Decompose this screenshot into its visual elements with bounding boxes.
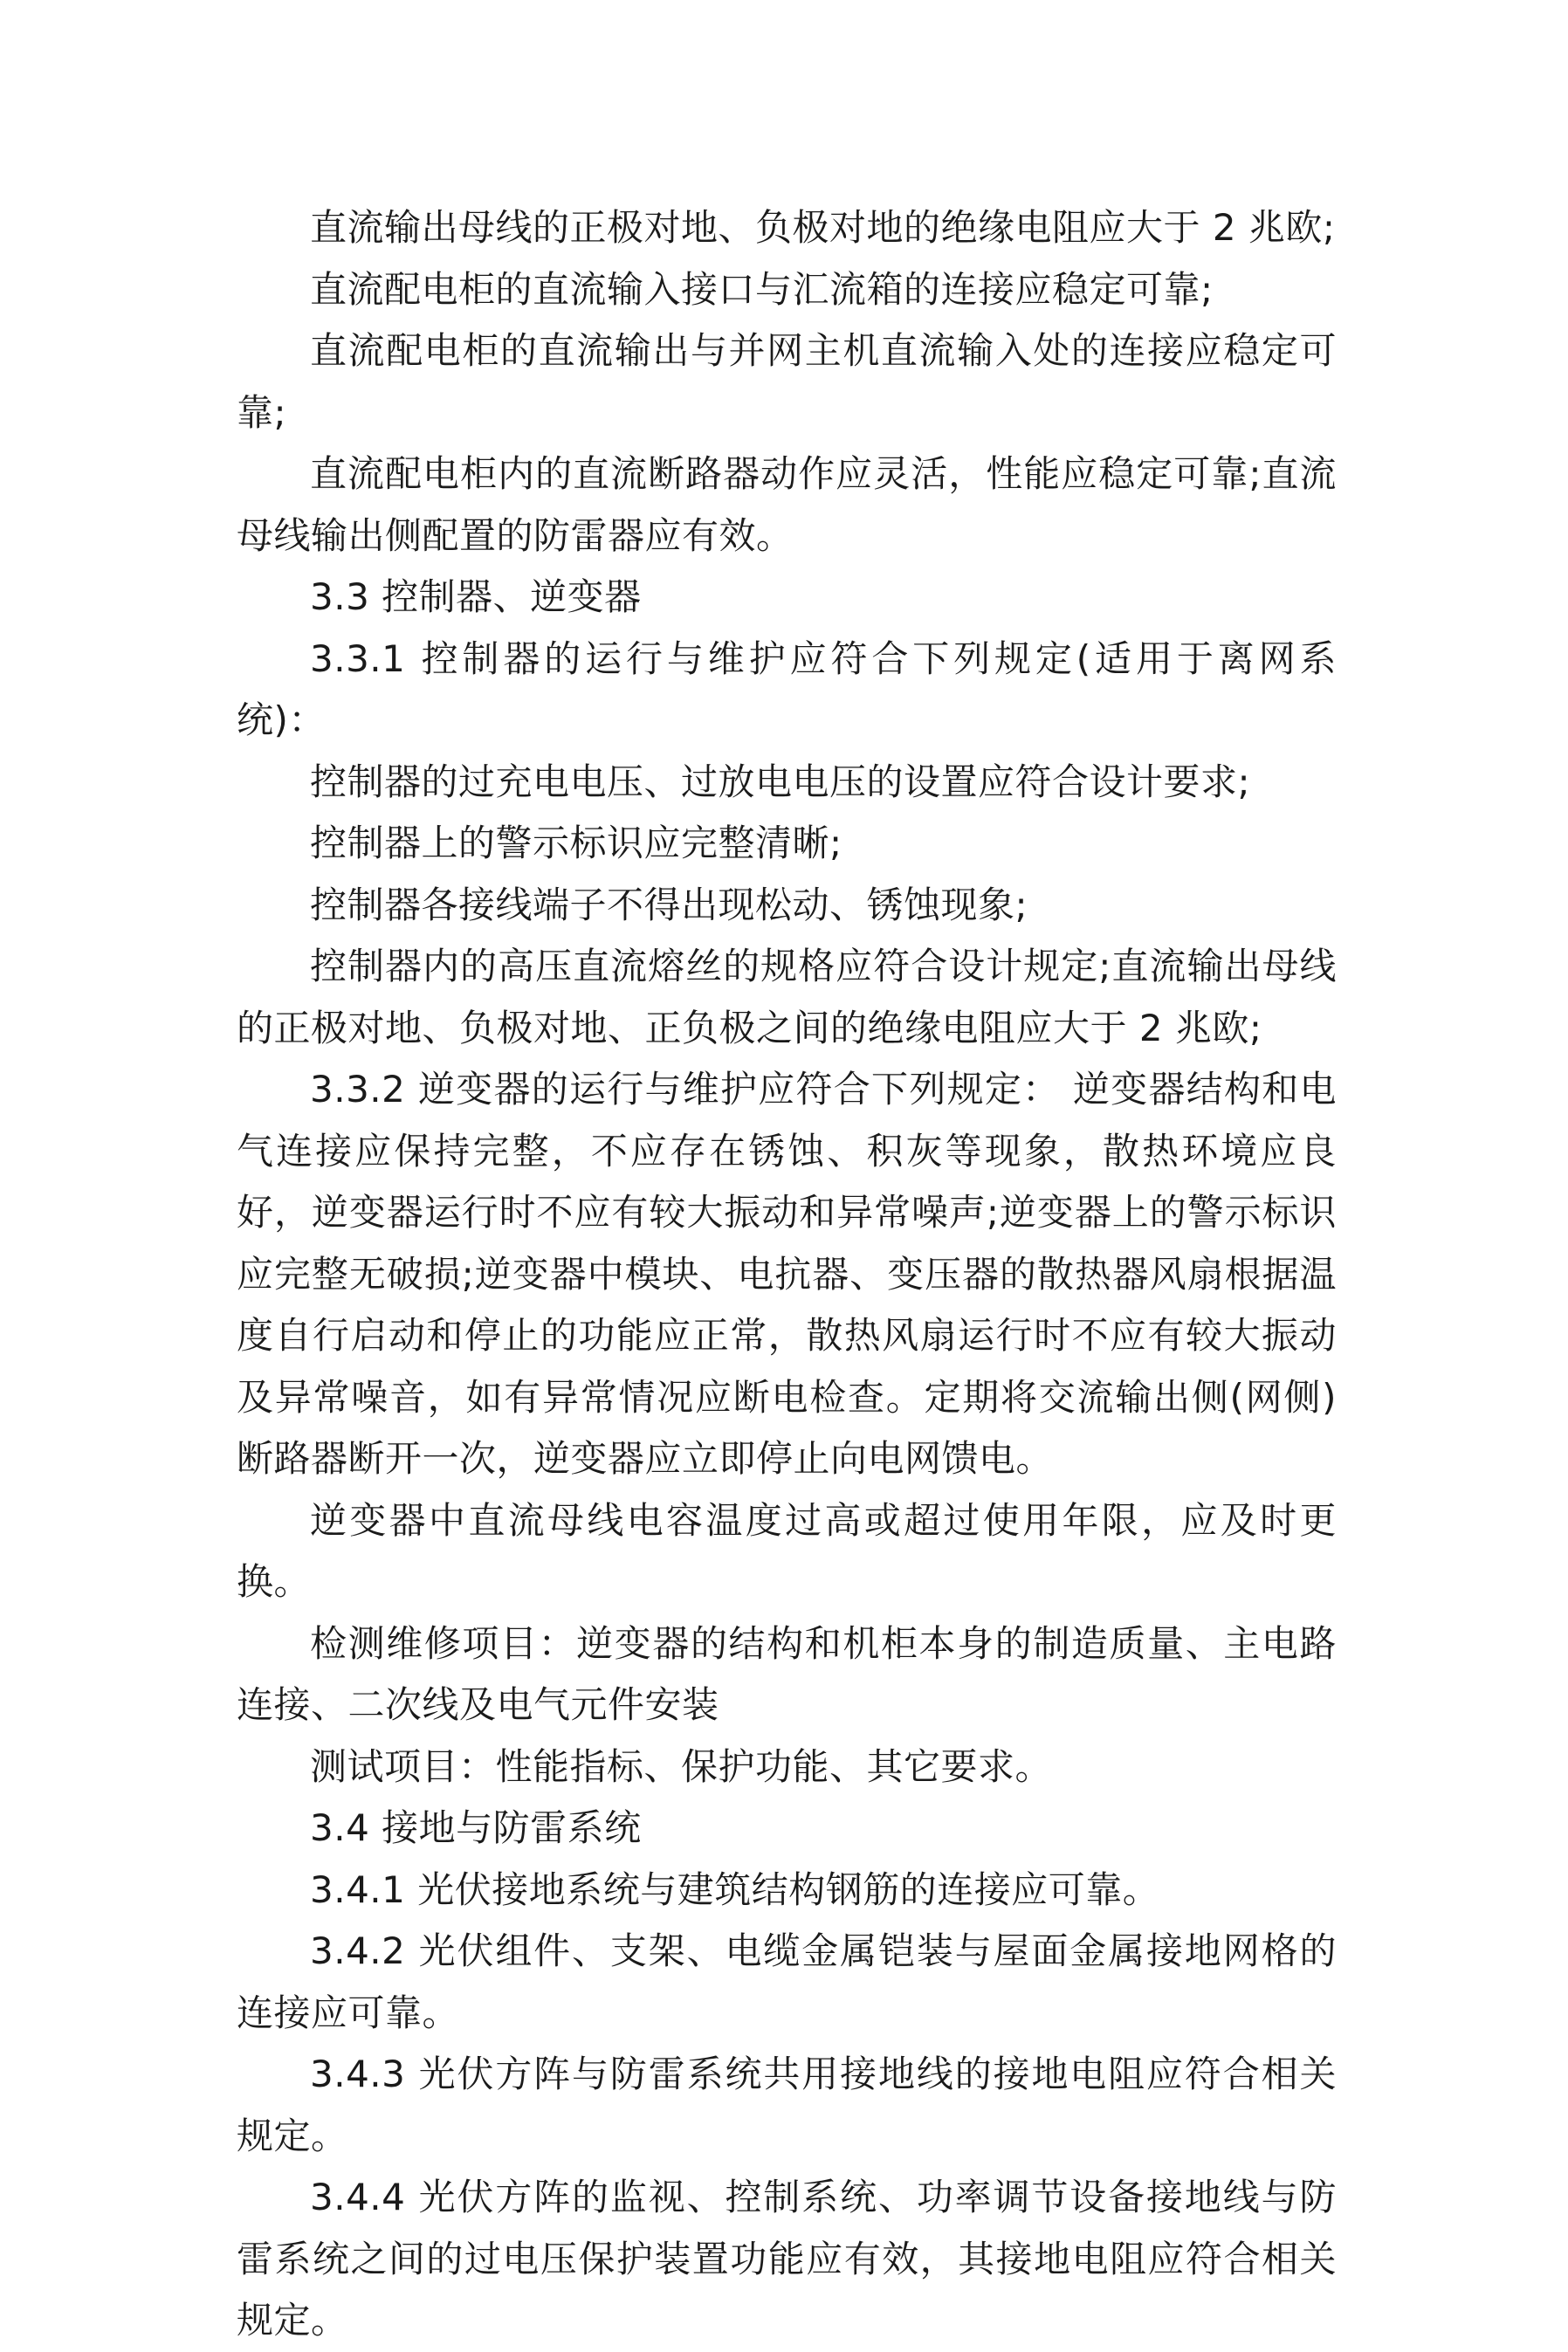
subsection-3-4-3: 3.4.3 光伏方阵与防雷系统共用接地线的接地电阻应符合相关规定。 [237,2053,1337,2157]
paragraph-test-items: 测试项目：性能指标、保护功能、其它要求。 [310,1744,1053,1788]
subsection-3-3-1: 3.3.1 控制器的运行与维护应符合下列规定(适用于离网系统)： [237,636,1337,741]
paragraph-controller-warning-label: 控制器上的警示标识应完整清晰; [310,822,842,864]
paragraph-dc-bus-insulation: 直流输出母线的正极对地、负极对地的绝缘电阻应大于 2 兆欧; [310,206,1336,249]
document-body [237,197,1337,2352]
paragraph-controller-fuse: 控制器内的高压直流熔丝的规格应符合设计规定;直流输出母线的正极对地、负极对地、正负极之间的绝缘电阻应大于 2 兆欧; [237,945,1337,1049]
section-heading-3-3: 3.3 控制器、逆变器 [310,575,642,618]
paragraph-controller-terminals: 控制器各接线端子不得出现松动、锈蚀现象; [310,883,1028,926]
subsection-3-4-1: 3.4.1 光伏接地系统与建筑结构钢筋的连接应可靠。 [310,1867,1160,1911]
paragraph-inspection-items: 检测维修项目：逆变器的结构和机柜本身的制造质量、主电路连接、二次线及电气元件安装 [237,1621,1337,1726]
paragraph-controller-voltage: 控制器的过充电电压、过放电电压的设置应符合设计要求; [310,760,1251,803]
paragraph-dc-output-connection: 直流配电柜的直流输出与并网主机直流输入处的连接应稳定可靠; [237,329,1337,434]
paragraph-dc-breaker: 直流配电柜内的直流断路器动作应灵活，性能应稳定可靠;直流母线输出侧配置的防雷器应有效。 [237,452,1337,557]
subsection-3-4-2: 3.4.2 光伏组件、支架、电缆金属铠装与屋面金属接地网格的连接应可靠。 [237,1929,1337,2034]
section-heading-3-4: 3.4 接地与防雷系统 [310,1806,642,1849]
paragraph-inverter-capacitor: 逆变器中直流母线电容温度过高或超过使用年限，应及时更换。 [237,1498,1337,1603]
subsection-3-4-4: 3.4.4 光伏方阵的监视、控制系统、功率调节设备接地线与防雷系统之间的过电压保护装置功能应有效，其接地电阻应符合相关规定。 [237,2176,1337,2342]
paragraph-dc-input-connection: 直流配电柜的直流输入接口与汇流箱的连接应稳定可靠; [310,267,1214,311]
subsection-3-3-2: 3.3.2 逆变器的运行与维护应符合下列规定： 逆变器结构和电气连接应保持完整，不应存在锈蚀、积灰等现象，散热环境应良好，逆变器运行时不应有较大振动和异常噪声;逆变器上的警示标识应完整无破损;逆变器中模块、电抗器、变压器的散热器风扇根据温度自行启动和停止的功能应正常，散热风扇运行时不应有较大振动及异常噪音，如有异常情况应断电检查。定期将交流输出侧(网侧)断路器断开一次，逆变器应立即停止向电网馈电。 [237,1068,1337,1480]
